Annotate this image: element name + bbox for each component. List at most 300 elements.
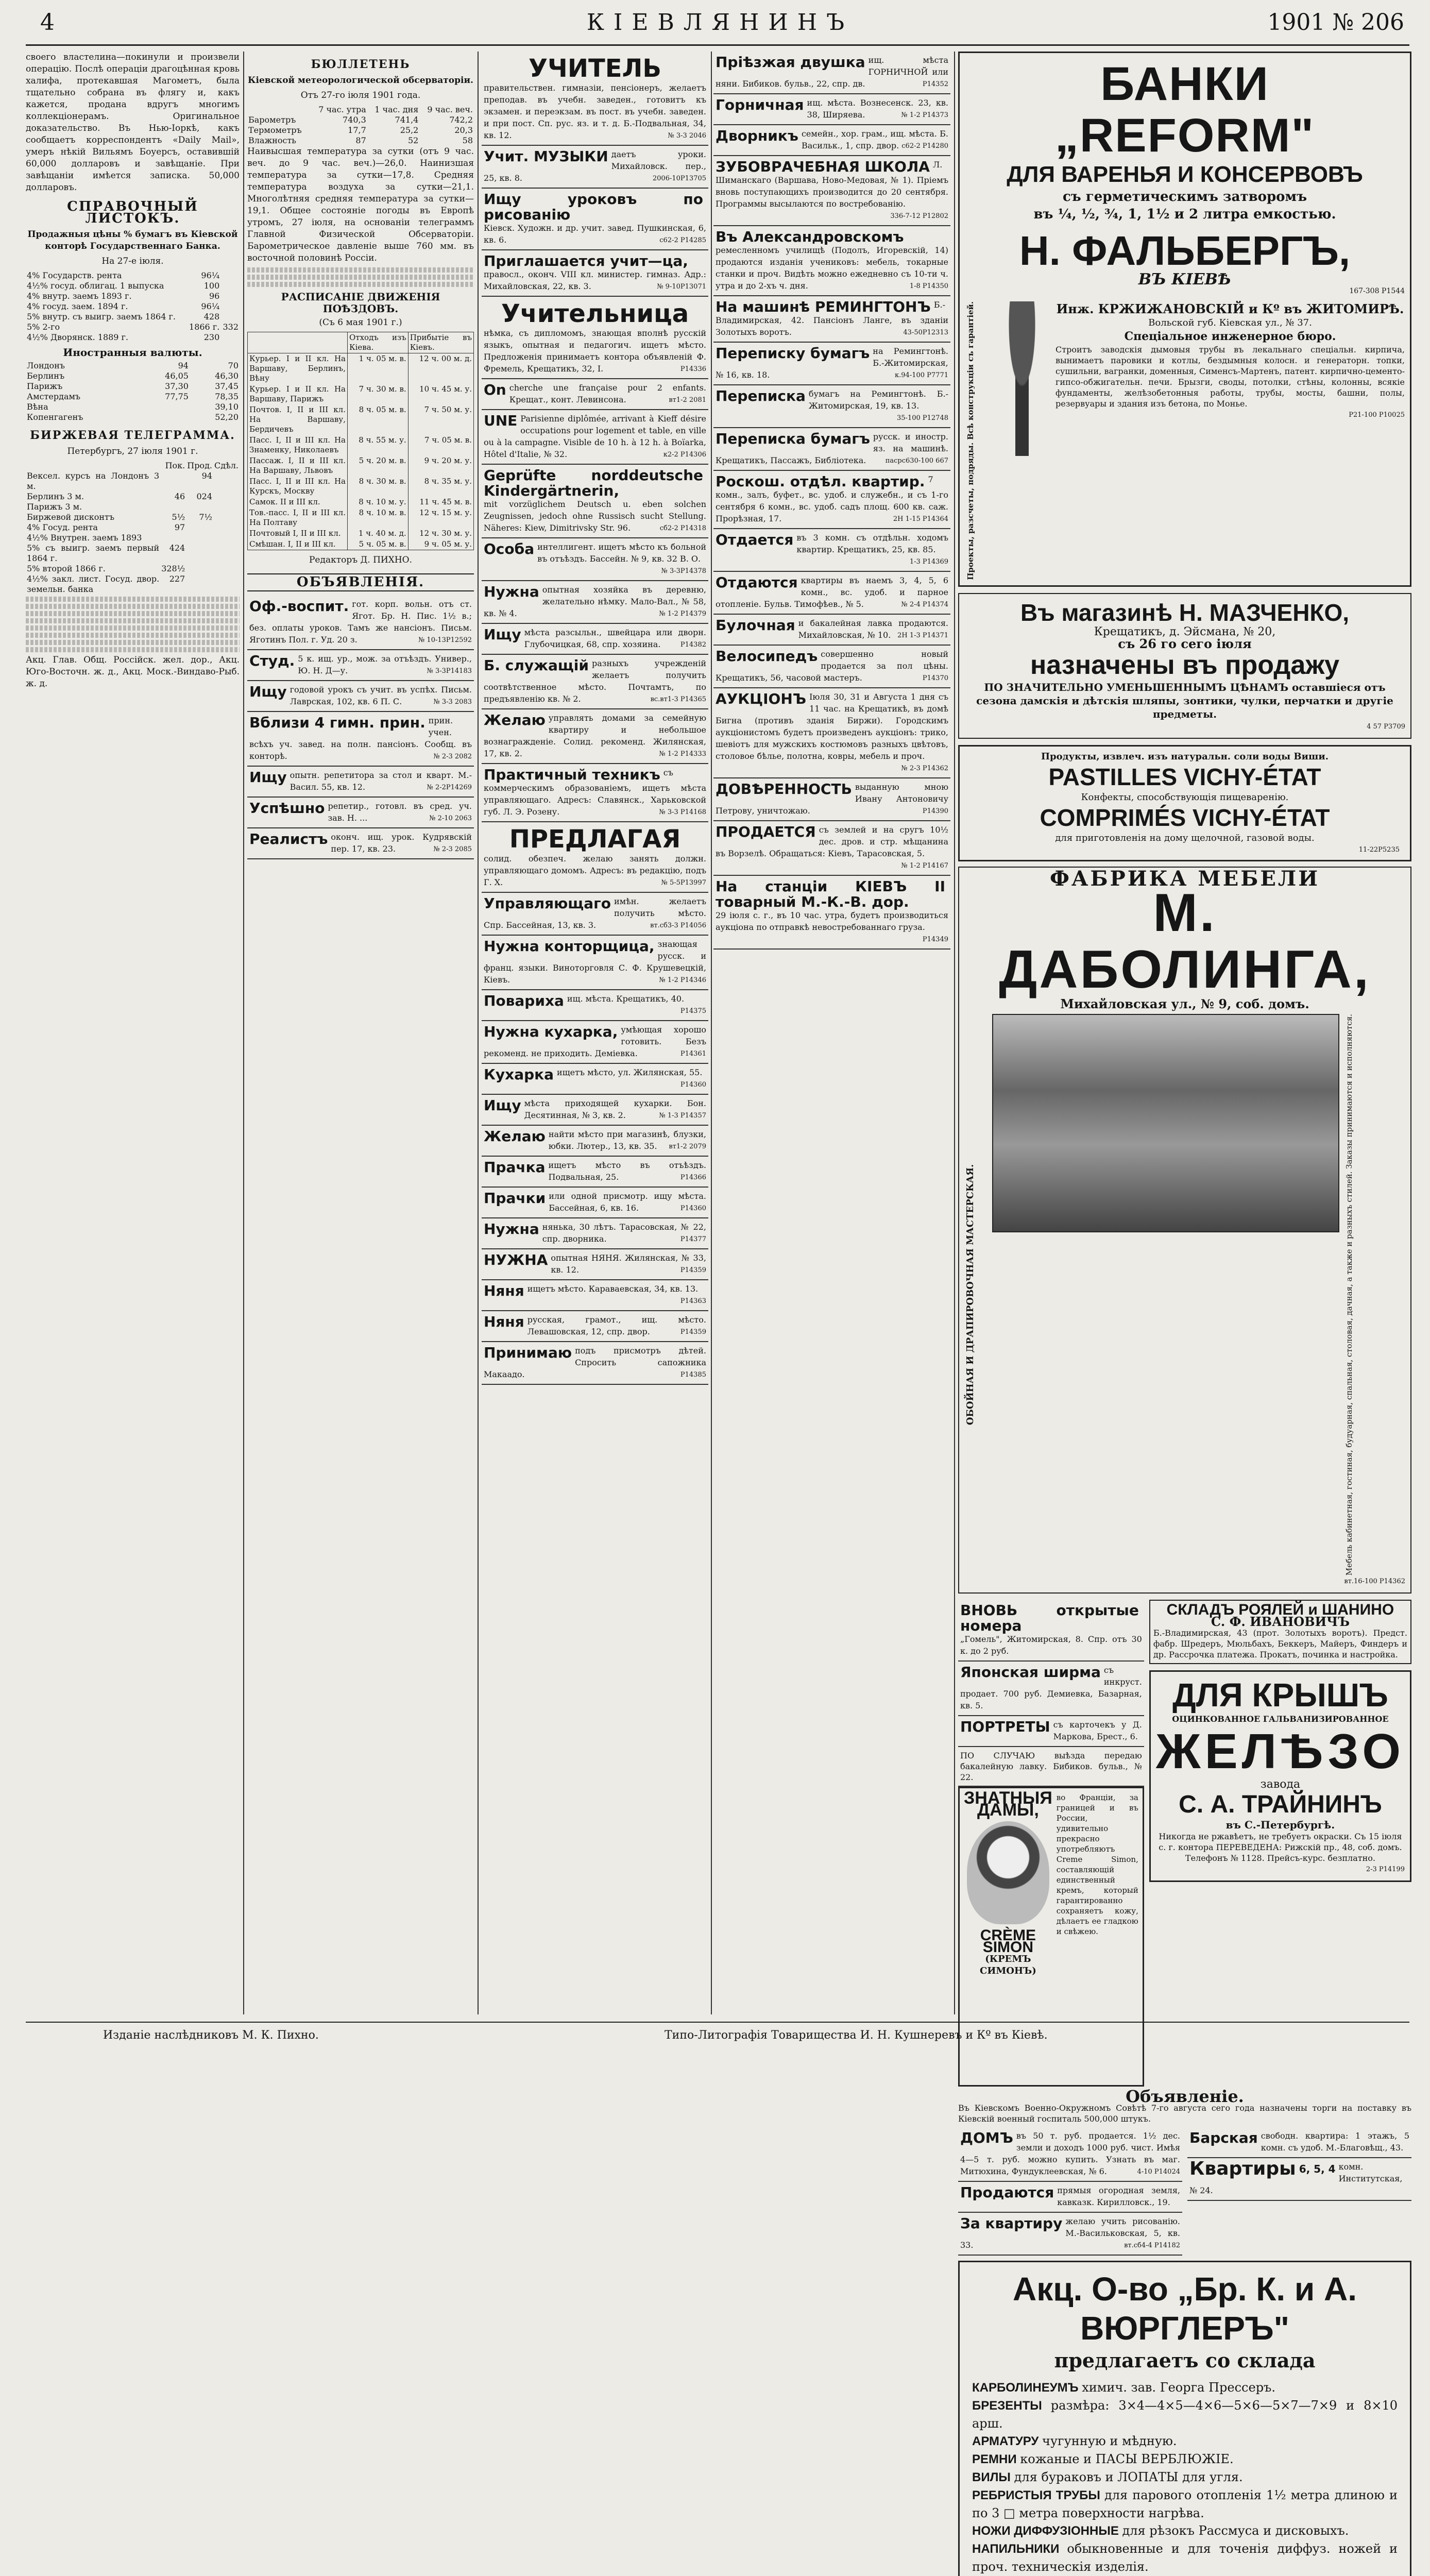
roof-subtitle: ОЦИНКОВАННОЕ ГАЛЬВАНИЗИРОВАННОЕ (1172, 1714, 1389, 1724)
ad-heading: On (484, 381, 506, 398)
ad-code: № 9-10Р13071 (657, 283, 706, 291)
classified-ad (247, 650, 474, 681)
ad-code: № 1-3 Р14357 (659, 1112, 706, 1120)
ad-body: солид. обезпеч. желаю занять должн. управляющаго домомъ. Адресъ: въ редакцію, подъ Г. Х. (484, 854, 706, 887)
classified-ad (247, 798, 474, 828)
table-row (248, 497, 474, 507)
ad-code: 11-22Р5235 (1358, 845, 1400, 854)
table-cell (26, 461, 160, 471)
table-row (26, 512, 240, 522)
ad-body: прин. учен. всѣхъ уч. завед. на полн. пансіонъ. Сообщ. въ конторѣ. (249, 716, 472, 761)
ad-heading: Переписку бумагъ (716, 345, 870, 362)
table-cell: 740,3 (342, 115, 366, 125)
item-name: ВИЛЫ (972, 2470, 1014, 2484)
table-cell: 7 ч. 30 м. в. (347, 384, 408, 404)
schedule-title: РАСПИСАНІЕ ДВИЖЕНІЯ ПОѢЗДОВЪ. (281, 291, 440, 315)
classified-ad (713, 125, 950, 156)
ad-code: № 2-3 Р14362 (901, 765, 948, 772)
ad-code: Р14375 (680, 1007, 706, 1015)
table-cell: Барометръ (248, 115, 296, 125)
ad-code: № 3-3 2083 (433, 698, 472, 706)
text-block (26, 597, 240, 602)
tower-caption: Проекты, разсчеты, подряды. Всѣ конструкціи съ гарантіей. (966, 301, 975, 580)
classified-ad (482, 709, 708, 764)
ad-body: умѣющая хорошо готовить. Безъ рекоменд. не приходить. Деміевка. (484, 1025, 706, 1058)
roof-title: ДЛЯ КРЫШЪ (1172, 1676, 1388, 1714)
table-cell: 8 ч. 30 м. в. (347, 476, 408, 497)
article-text: своего властелина—покинули и произвели операцію. Послѣ операціи драгоцѣнная кровь халифа, протекавшая Магометъ, была тщательно собрана въ флягу и, какъ кажется, продана вдругъ многимъ коллекціонерамъ. Оригинальное доказательство. Въ Нью-Іоркѣ, какъ сообщаетъ корреспондентъ «Daily Mail», умеръ нѣкій Вильямъ Боуерсъ, оставившій 60,000 долларовъ и завѣщаніе. При завѣщаніи имѣется записка. 50,000 долларовъ. (26, 52, 240, 193)
table-cell: 46,30 (215, 371, 239, 381)
table-row (248, 404, 474, 435)
ad-code: 2006-10Р13705 (652, 175, 706, 182)
ad-code: Р14360 (680, 1205, 706, 1212)
table-cell: 9 ч. 20 м. у. (408, 455, 473, 476)
table-row (26, 281, 240, 291)
ad-body: Кіевск. Художн. и др. учит. завед. Пушкинская, 6, кв. 6. (484, 223, 706, 245)
wurgler-item (972, 2379, 1398, 2397)
classified-ad (713, 471, 950, 529)
ad-body: бумагъ на Ремингтонѣ. Б.-Житомирская, 19, кв. 13. (808, 389, 948, 411)
ad-body: ищетъ мѣсто, ул. Жилянская, 55. (557, 1067, 703, 1077)
reform-title: БАНКИ „REFORM" (1054, 58, 1315, 162)
column-header: 1 час. дня (374, 105, 419, 114)
table-row (26, 412, 240, 422)
ad-body: ищ. мѣста. Вознесенск. 23, кв. 38, Ширяева. (807, 98, 948, 120)
table-cell: Пассаж. I, II и III кл. На Варшаву, Львовъ (248, 455, 348, 476)
classified-ad (482, 189, 708, 250)
table-row (248, 539, 474, 550)
ad-code: вт.сб3-3 Р14056 (650, 922, 706, 929)
ad-body: репетир., готовл. въ сред. уч. зав. Н. ... (328, 801, 472, 823)
classified-ad (713, 646, 950, 688)
ad-heading: На машинѣ РЕМИНГТОНЪ (716, 298, 931, 315)
table-row (26, 361, 240, 371)
ad-body: съ инкруст. продает. 700 руб. Демиевка, Базарная, кв. 5. (960, 1665, 1142, 1710)
table-row (26, 522, 240, 533)
ad-body: мѣста разсыльн., швейцара или дворн. Глубочицкая, 68, спр. хозяина. (524, 628, 706, 649)
ad-code: 2Н 1-3 Р14371 (897, 632, 948, 639)
table-cell: 230 (203, 332, 220, 342)
ad-body: годовой урокъ съ учит. въ успѣх. Письм. Лаврская, 102, кв. 6 П. С. (290, 685, 472, 706)
ad-code: Р21-100 Р10025 (1349, 411, 1405, 419)
ad-code: 1-8 Р14350 (909, 282, 948, 290)
ad-body: желаю учить рисованію. М.-Васильковская, 5, кв. 33. (960, 2216, 1180, 2250)
table-row (247, 115, 474, 125)
table-cell: 4% внутр. заемъ 1893 г. (27, 291, 132, 301)
currency-title: Иностранныя валюты. (63, 346, 202, 359)
classified-ad (713, 428, 950, 471)
column-header: 9 час. веч. (427, 105, 473, 114)
ad-heading: Японская ширма (960, 1663, 1101, 1681)
ad-heading: Оф.-воспит. (249, 598, 349, 615)
ad-heading: Продаются (960, 2183, 1054, 2201)
table-cell: Лондонъ (27, 361, 65, 370)
vichy-pastilles: PASTILLES VICHY-ÉTAT (1048, 763, 1321, 790)
creme-subtitle: (КРЕМЪ СИМОНЪ) (980, 1953, 1036, 1976)
table-cell: 9 ч. 05 м. у. (408, 539, 473, 550)
wurgler-title: Акц. О-во „Бр. К. и А. ВЮРГЛЕРЪ" (1012, 2270, 1357, 2347)
item-name: АРМАТУРУ (972, 2434, 1043, 2448)
wurgler-ad (958, 2261, 1411, 2576)
column-weather-schedule (247, 52, 474, 2014)
ad-body: и бакалейная лавка продаются. Михайловская, № 10. (798, 618, 948, 640)
ad-code: вс.вт1-3 Р14365 (650, 696, 706, 703)
item-name: КАРБОЛИНЕУМЪ (972, 2380, 1082, 2395)
classified-ads (247, 596, 474, 859)
text-block (26, 633, 240, 638)
classified-ad (482, 297, 708, 379)
ad-code: к.94-100 Р7771 (895, 371, 948, 379)
table-cell: 1866 г. (189, 322, 220, 332)
table-cell: 4½% закл. лист. Госуд. двор. земельн. банка (27, 574, 160, 594)
classified-ad (713, 343, 950, 385)
classified-ad (482, 1188, 708, 1218)
ad-code: 35-100 Р12748 (897, 414, 948, 422)
table-cell: Курьер. I и II кл. На Варшаву, Берлинъ, Вѣну (248, 353, 348, 384)
table-cell: 94 (201, 471, 212, 481)
mazchenko-date: съ 26 го сего іюля (1118, 636, 1252, 651)
table-cell: 39,10 (215, 402, 239, 412)
classified-ad (713, 821, 950, 876)
classified-ad (482, 1280, 708, 1311)
table-cell: Парижъ 3 м. (27, 502, 82, 512)
creme-name: CRÈME SIMON (980, 1926, 1036, 1956)
table-cell: 4½% Внутрен. заемъ 1893 (27, 533, 142, 543)
reform-subtitle: ДЛЯ ВАРЕНЬЯ И КОНСЕРВОВЪ (1007, 162, 1363, 187)
column-classifieds (482, 52, 708, 2014)
classified-ad (482, 1342, 708, 1385)
ad-numbers: 6, 5, 4 (1299, 2162, 1336, 2175)
classified-ad (247, 828, 474, 859)
text-block (26, 625, 240, 631)
ad-code: № 3-3 Р14168 (659, 808, 706, 816)
table-cell: Копенгагенъ (27, 412, 83, 422)
furniture-brand: М. ДАБОЛИНГА, (999, 883, 1371, 999)
classified-ad (713, 52, 950, 94)
classified-ad (713, 94, 950, 125)
ad-code: Р14352 (922, 80, 948, 88)
ad-heading: ДОВѢРЕННОСТЬ (716, 781, 852, 798)
roof-firm: С. А. ТРАЙНИНЪ (1179, 1790, 1382, 1818)
chimney-tower-image (994, 301, 1050, 456)
ad-code: сб2-2 Р14318 (659, 524, 706, 532)
vichy-middle: Конфекты, способствующія пищеваренію. (1081, 791, 1289, 803)
table-cell: 5 ч. 05 м. в. (347, 539, 408, 550)
ad-heading: На станціи КІЕВЪ II товарный М.-К.-В. дор. (716, 878, 945, 910)
table-row (26, 502, 240, 512)
column-header: 7 час. утра (318, 105, 366, 114)
furniture-ad (958, 867, 1411, 1594)
ad-heading: ВНОВЬ открытые номера (960, 1601, 1139, 1634)
cherub-illustration (967, 1821, 1049, 1924)
vichy-ad (958, 745, 1411, 861)
telegram-subtitle: Петербургъ, 27 іюля 1901 г. (67, 446, 198, 456)
table-cell: 46 (174, 492, 185, 501)
currency-table (26, 361, 240, 422)
ad-heading: ДОМЪ (960, 2129, 1013, 2146)
vichy-comprimes: COMPRIMÉS VICHY-ÉTAT (1040, 804, 1330, 831)
table-cell: Термометръ (248, 125, 302, 135)
ad-code: Р14390 (922, 807, 948, 815)
item-name: БРЕЗЕНТЫ (972, 2398, 1051, 2413)
table-row (248, 528, 474, 539)
ad-code: № 1-2 Р14373 (901, 111, 948, 119)
ad-body: интеллигент. ищетъ мѣсто къ больной въ отъѣздъ. Бассейн. № 9, кв. 32 В. О. (537, 542, 706, 564)
roofing-ad (1149, 1670, 1411, 1882)
ad-body: или одной присмотр. ищу мѣста. Бассейная, 6, кв. 16. (549, 1191, 706, 1213)
ad-code: 43-50Р12313 (903, 329, 948, 336)
faleberg-city: ВЪ КІЕВѢ (1138, 270, 1232, 289)
table-cell (186, 533, 213, 543)
table-cell: 741,4 (395, 115, 419, 125)
ad-code: № 3-3Р14378 (661, 567, 706, 575)
table-cell: 96¼ (201, 301, 220, 311)
ad-heading: Прачка (484, 1159, 546, 1176)
table-cell: 8 ч. 35 м. у. (408, 476, 473, 497)
table-cell: 8 ч. 05 м. в. (347, 404, 408, 435)
ad-body: нѣмка, съ дипломомъ, знающая вполнѣ русскій языкъ, опытная и педагогич. ищетъ мѣсто. Предложенія принимаетъ контора объявленій Ф. Фремель, Крещатикъ, 32, I. (484, 328, 706, 374)
table-cell: Берлинъ 3 м. (27, 492, 84, 501)
ad-code: Р14377 (680, 1235, 706, 1243)
column-header: Прод. (187, 461, 212, 470)
ad-code: с62-2 Р14280 (901, 142, 948, 150)
ad-code: № 2-2Р14269 (427, 784, 472, 791)
ad-code: № 3-3Р14183 (427, 667, 472, 675)
table-cell: 5% 2-го (27, 322, 60, 332)
table-cell: 52,20 (215, 412, 239, 422)
table-row (248, 507, 474, 528)
furniture-title: ФАБРИКА МЕБЕЛИ (1049, 866, 1320, 891)
mazchenko-sale: назначены въ продажу (1030, 650, 1340, 680)
text-block (26, 604, 240, 609)
printer-line: Типо-Литографія Товарищества И. Н. Кушнеревъ и Кº въ Кіевѣ. (665, 2029, 1048, 2042)
table-cell: 742,2 (449, 115, 473, 125)
column-reference (26, 52, 240, 2014)
ad-code: с62-2 Р14285 (659, 236, 706, 244)
faleberg-firm: Н. ФАЛЬБЕРГЪ, (1019, 228, 1351, 274)
column-divider (243, 52, 244, 2014)
table-cell: Почтов. I, II и III кл. На Варшаву, Бердичевъ (248, 404, 348, 435)
table-row (247, 125, 474, 135)
notice-title: Объявленіе. (1126, 2086, 1244, 2106)
classified-ad (247, 767, 474, 798)
ad-body: прямыя огородная земля, кавказк. Кирилловск., 19. (1057, 2185, 1180, 2207)
table-cell: 46,05 (165, 371, 189, 381)
ad-heading: АУКЦІОНЪ (716, 690, 807, 707)
ad-heading: Нужна (484, 583, 539, 600)
reform-jars-ad (958, 52, 1411, 587)
ad-body: выданную мною Ивану Антоновичу Петрову, уничтожаю. (716, 782, 948, 816)
ad-body: русск. и иностр. яз. на машинѣ. Крещатикъ, Пассажъ, Библіотека. (716, 432, 948, 465)
ad-body: 5 к. ищ. ур., мож. за отъѣздъ. Универ., Ю. Н. Д—у. (298, 654, 472, 675)
table-row (26, 543, 240, 564)
header-rule (26, 44, 1409, 46)
table-row (248, 353, 474, 384)
ad-heading: Барская (1189, 2129, 1258, 2146)
table-cell: 25,2 (400, 125, 419, 135)
classified-ad (713, 385, 950, 428)
table-cell: 78,35 (215, 392, 239, 401)
classified-ad (482, 581, 708, 624)
text-block (247, 267, 474, 273)
ad-body: въ 3 комн. съ отдѣльн. ходомъ квартир. Крещатикъ, 25, кв. 85. (796, 533, 948, 554)
reform-closure: съ герметическимъ затворомъ (1062, 189, 1307, 205)
ad-heading: Ищу (249, 683, 287, 700)
roof-city: въ С.-Петербургѣ. (1225, 1818, 1335, 1831)
classified-ad (482, 410, 708, 465)
reference-date: На 27-е іюля. (101, 256, 164, 266)
ad-body: мѣста приходящей кухарки. Бон. Десятинная, № 3, кв. 2. (524, 1098, 706, 1120)
weather-text: Наивысшая температура за сутки (отъ 9 час. веч. до 9 час. веч.)—26,0. Наинизшая температура за сутки—17,8. Средняя температура воздуха за сутки—21,1. Многолѣтняя средняя температура за сутки—19,1. Общее состояніе погоды въ Европѣ утромъ, 27 іюля, на основаніи телеграммъ Главной Физической Обсерваторіи. Барометрическое давленіе выше 760 мм. въ восточной половинѣ Россіи. (247, 146, 474, 263)
item-description: обыкновенные и для точенія диффуз. ножей и проч. техническія изделія. (972, 2541, 1398, 2574)
classified-ad (482, 1249, 708, 1280)
table-cell: Берлинъ (27, 371, 65, 381)
ad-code: 336-7-12 Р12802 (890, 212, 948, 220)
table-row (26, 533, 240, 543)
text-block (26, 640, 240, 645)
ad-body: даетъ уроки. Михайловск. пер., 25, кв. 8. (484, 149, 706, 183)
ad-code: Р14349 (922, 936, 948, 943)
ad-heading: За квартиру (960, 2214, 1063, 2232)
ad-heading: Принимаю (484, 1344, 572, 1361)
item-description: чугунную и мѣдную. (1042, 2433, 1177, 2448)
ad-code: № 1-2 Р14346 (659, 976, 706, 984)
classified-ad (482, 465, 708, 538)
table-cell: 4% Государств. рента (27, 270, 122, 280)
table-cell: 4½% госуд. облигац. 1 выпуска (27, 281, 164, 291)
ad-code: 4 57 Р3709 (1367, 722, 1405, 731)
ad-code: Р14366 (680, 1174, 706, 1181)
classified-ad (713, 296, 950, 343)
engineer-body: Строитъ заводскія дымовыя трубы въ лекальнаго спеціальн. кирпича, вынимаетъ паровики и котлы, бездымныя колосн. и генераторн. топки, сушильни, вагранки, доменныя, Сименсъ-Мартенъ, патент. кирпично-цементо-гипсо-обжигательн. печи. Брызги, своды, потолки, стѣны, колонны, всякіе фундаменты, желѣзобетонныя работы, трубы, мосты, башни, полы, резервуары и здания изъ бетона, по Монье. (1056, 345, 1405, 409)
table-cell: 5% внутр. съ выигр. заемъ 1864 г. (27, 312, 176, 321)
table-cell: 52 (407, 135, 419, 145)
table-cell: 428 (203, 312, 220, 321)
column-header: Отходъ изъ Кіева. (347, 332, 408, 353)
table-row (248, 476, 474, 497)
classified-ad (482, 1311, 708, 1342)
ad-body: опытная хозяйка въ деревню, желательно нѣмку. Мало-Вал., № 58, кв. № 4. (484, 585, 706, 618)
table-cell: Тов.-пасс. I, II и III кл. На Полтаву (248, 507, 348, 528)
ad-body: управлять домами за семейную квартиру и небольшое вознагражденіе. Солид. рекоменд. Жилянская, 17, кв. 2. (484, 713, 706, 758)
occasion-ad: ПО СЛУЧАЮ выѣзда передаю бакалейную лавку. Бибиков. бульв., № 22. (958, 1747, 1144, 1787)
ad-heading: Переписка бумагъ (716, 430, 870, 447)
roof-body: Никогда не ржавѣетъ, не требуетъ окраски. Съ 15 іюля с. г. контора ПЕРЕВЕДЕНА: Рижскій пр., 48, соб. домъ. Телефонъ № 1128. Прейсъ-курс. безплатно. (1159, 1831, 1402, 1863)
classified-ad (713, 572, 950, 615)
table-cell: Почтовый I, II и III кл. (248, 528, 348, 539)
classified-ad (713, 688, 950, 778)
classified-ad (482, 250, 708, 297)
pianos-title: СКЛАДЪ РОЯЛЕЙ и ШАНИНО (1166, 1601, 1394, 1618)
classified-ad (482, 538, 708, 581)
wurgler-item (972, 2450, 1398, 2468)
furniture-left-caption: ОБОЙНАЯ И ДРАПИРОВОЧНАЯ МАСТЕРСКАЯ. (965, 1164, 976, 1426)
column-divider (478, 52, 479, 2014)
table-cell: 12 ч. 15 м. у. (408, 507, 473, 528)
ad-heading: Студ. (249, 652, 295, 669)
table-cell (186, 543, 213, 564)
item-description: для бураковъ и ЛОПАТЫ для угля. (1014, 2469, 1243, 2484)
table-cell: Влажность (248, 135, 296, 145)
ad-code: пасрс630-100 667 (885, 457, 948, 465)
classified-ad (482, 990, 708, 1021)
ad-heading: Ищу (484, 1097, 521, 1114)
table-cell: Пасс. I, II и III кл. На Знаменку, Николаевъ (248, 435, 348, 455)
table-cell: 12 ч. 00 м. д. (408, 353, 473, 384)
table-row (26, 471, 240, 492)
mazchenko-title: Въ магазинѣ Н. МАЗЧЕНКО, (1020, 599, 1350, 626)
table-row (26, 402, 240, 412)
table-cell: Парижъ (27, 381, 63, 391)
table-cell (186, 522, 213, 533)
table-cell: Курьер. I и II кл. На Варшаву, Парижъ (248, 384, 348, 404)
ad-heading: Нужна кухарка, (484, 1023, 618, 1040)
telegram-title: БИРЖЕВАЯ ТЕЛЕГРАММА. (30, 429, 235, 442)
ad-heading: Булочная (716, 617, 795, 634)
table-cell: 328½ (161, 564, 185, 573)
classified-ad (713, 778, 950, 821)
ad-body: съ карточекъ у Д. Маркова, Брест., 6. (1053, 1719, 1142, 1741)
ad-body: ищ. мѣста. Крещатикъ, 40. (567, 994, 685, 1004)
table-cell: 10 ч. 45 м. у. (408, 384, 473, 404)
table-cell (186, 502, 213, 512)
ad-code: № 2-3 2085 (433, 845, 472, 853)
table-cell: 8 ч. 55 м. у. (347, 435, 408, 455)
table-cell: 77,75 (165, 392, 189, 401)
ad-code: № 2-3 2082 (433, 753, 472, 760)
item-description: для рѣзокъ Рассмуса и дисковыхъ. (1122, 2523, 1349, 2538)
column-display-ads (958, 52, 1411, 2574)
ad-code: Р14359 (680, 1328, 706, 1336)
ad-heading: Кухарка (484, 1066, 554, 1083)
classified-ad (247, 712, 474, 767)
page-footer (26, 2022, 1409, 2050)
ad-body: ищ. мѣста ГОРНИЧНОЙ или няни. Бибиков. бульв., 22, спр. дв. (716, 55, 948, 89)
securities-table (26, 270, 240, 343)
publisher-line: Изданіе наслѣдниковъ М. К. Пихно. (103, 2029, 319, 2042)
table-row (26, 492, 240, 502)
ad-heading: Горничная (716, 96, 804, 113)
table-cell: Амстердамъ (27, 392, 81, 401)
classified-ad (482, 1095, 708, 1126)
ad-heading: Учит. МУЗЫКИ (484, 148, 608, 165)
ad-code: Р14363 (680, 1297, 706, 1305)
ad-heading: Реалистъ (249, 831, 328, 848)
ad-body: найти мѣсто при магазинѣ, блузки, юбки. Лютер., 13, кв. 35. (548, 1129, 706, 1151)
column-header: Сдѣл. (214, 461, 239, 470)
table-cell: 87 (355, 135, 366, 145)
ad-code: № 1-2 Р14167 (901, 862, 948, 870)
table-row (26, 564, 240, 574)
ad-heading: Прачки (484, 1190, 546, 1207)
ad-heading: ЗУБОВРАЧЕБНАЯ ШКОЛА (716, 158, 930, 175)
wurgler-item (972, 2432, 1398, 2450)
ad-code: 4-10 Р14024 (1137, 2167, 1180, 2176)
table-cell (160, 471, 186, 492)
ad-body: гот. корп. вольн. отъ ст. Ягот. Бр. Н. Пис. 1½ в.; без. оплаты уроков. Тамъ же нансіонъ. Письм. Яготинъ Пол. г. Уд. 20 з. (249, 599, 472, 645)
table-cell: 5 ч. 20 м. в. (347, 455, 408, 476)
mazchenko-ad (958, 593, 1411, 739)
ad-code: вт.сб4-4 Р14182 (1124, 2241, 1180, 2249)
weather-date: Отъ 27-го іюля 1901 года. (300, 90, 421, 100)
vichy-bottom: для приготовленія на дому щелочной, газовой воды. (1055, 832, 1315, 843)
creme-body: во Франціи, за границей и въ России, удивительно прекрасно употребляютъ Creme Simon, составляющій единственный кремъ, который гарантированно сохраняетъ кожу, дѣлаетъ ее гладкою и свѣжею. (1056, 1792, 1138, 1936)
ad-heading: ПОРТРЕТЫ (960, 1718, 1050, 1735)
table-cell: 5½ (172, 512, 185, 522)
ad-code: № 10-13Р12592 (418, 636, 472, 644)
creme-title: ЗНАТНЫЯ ДАМЫ, (964, 1788, 1052, 1820)
ad-heading: Роскош. отдѣл. квартир. (716, 473, 925, 490)
